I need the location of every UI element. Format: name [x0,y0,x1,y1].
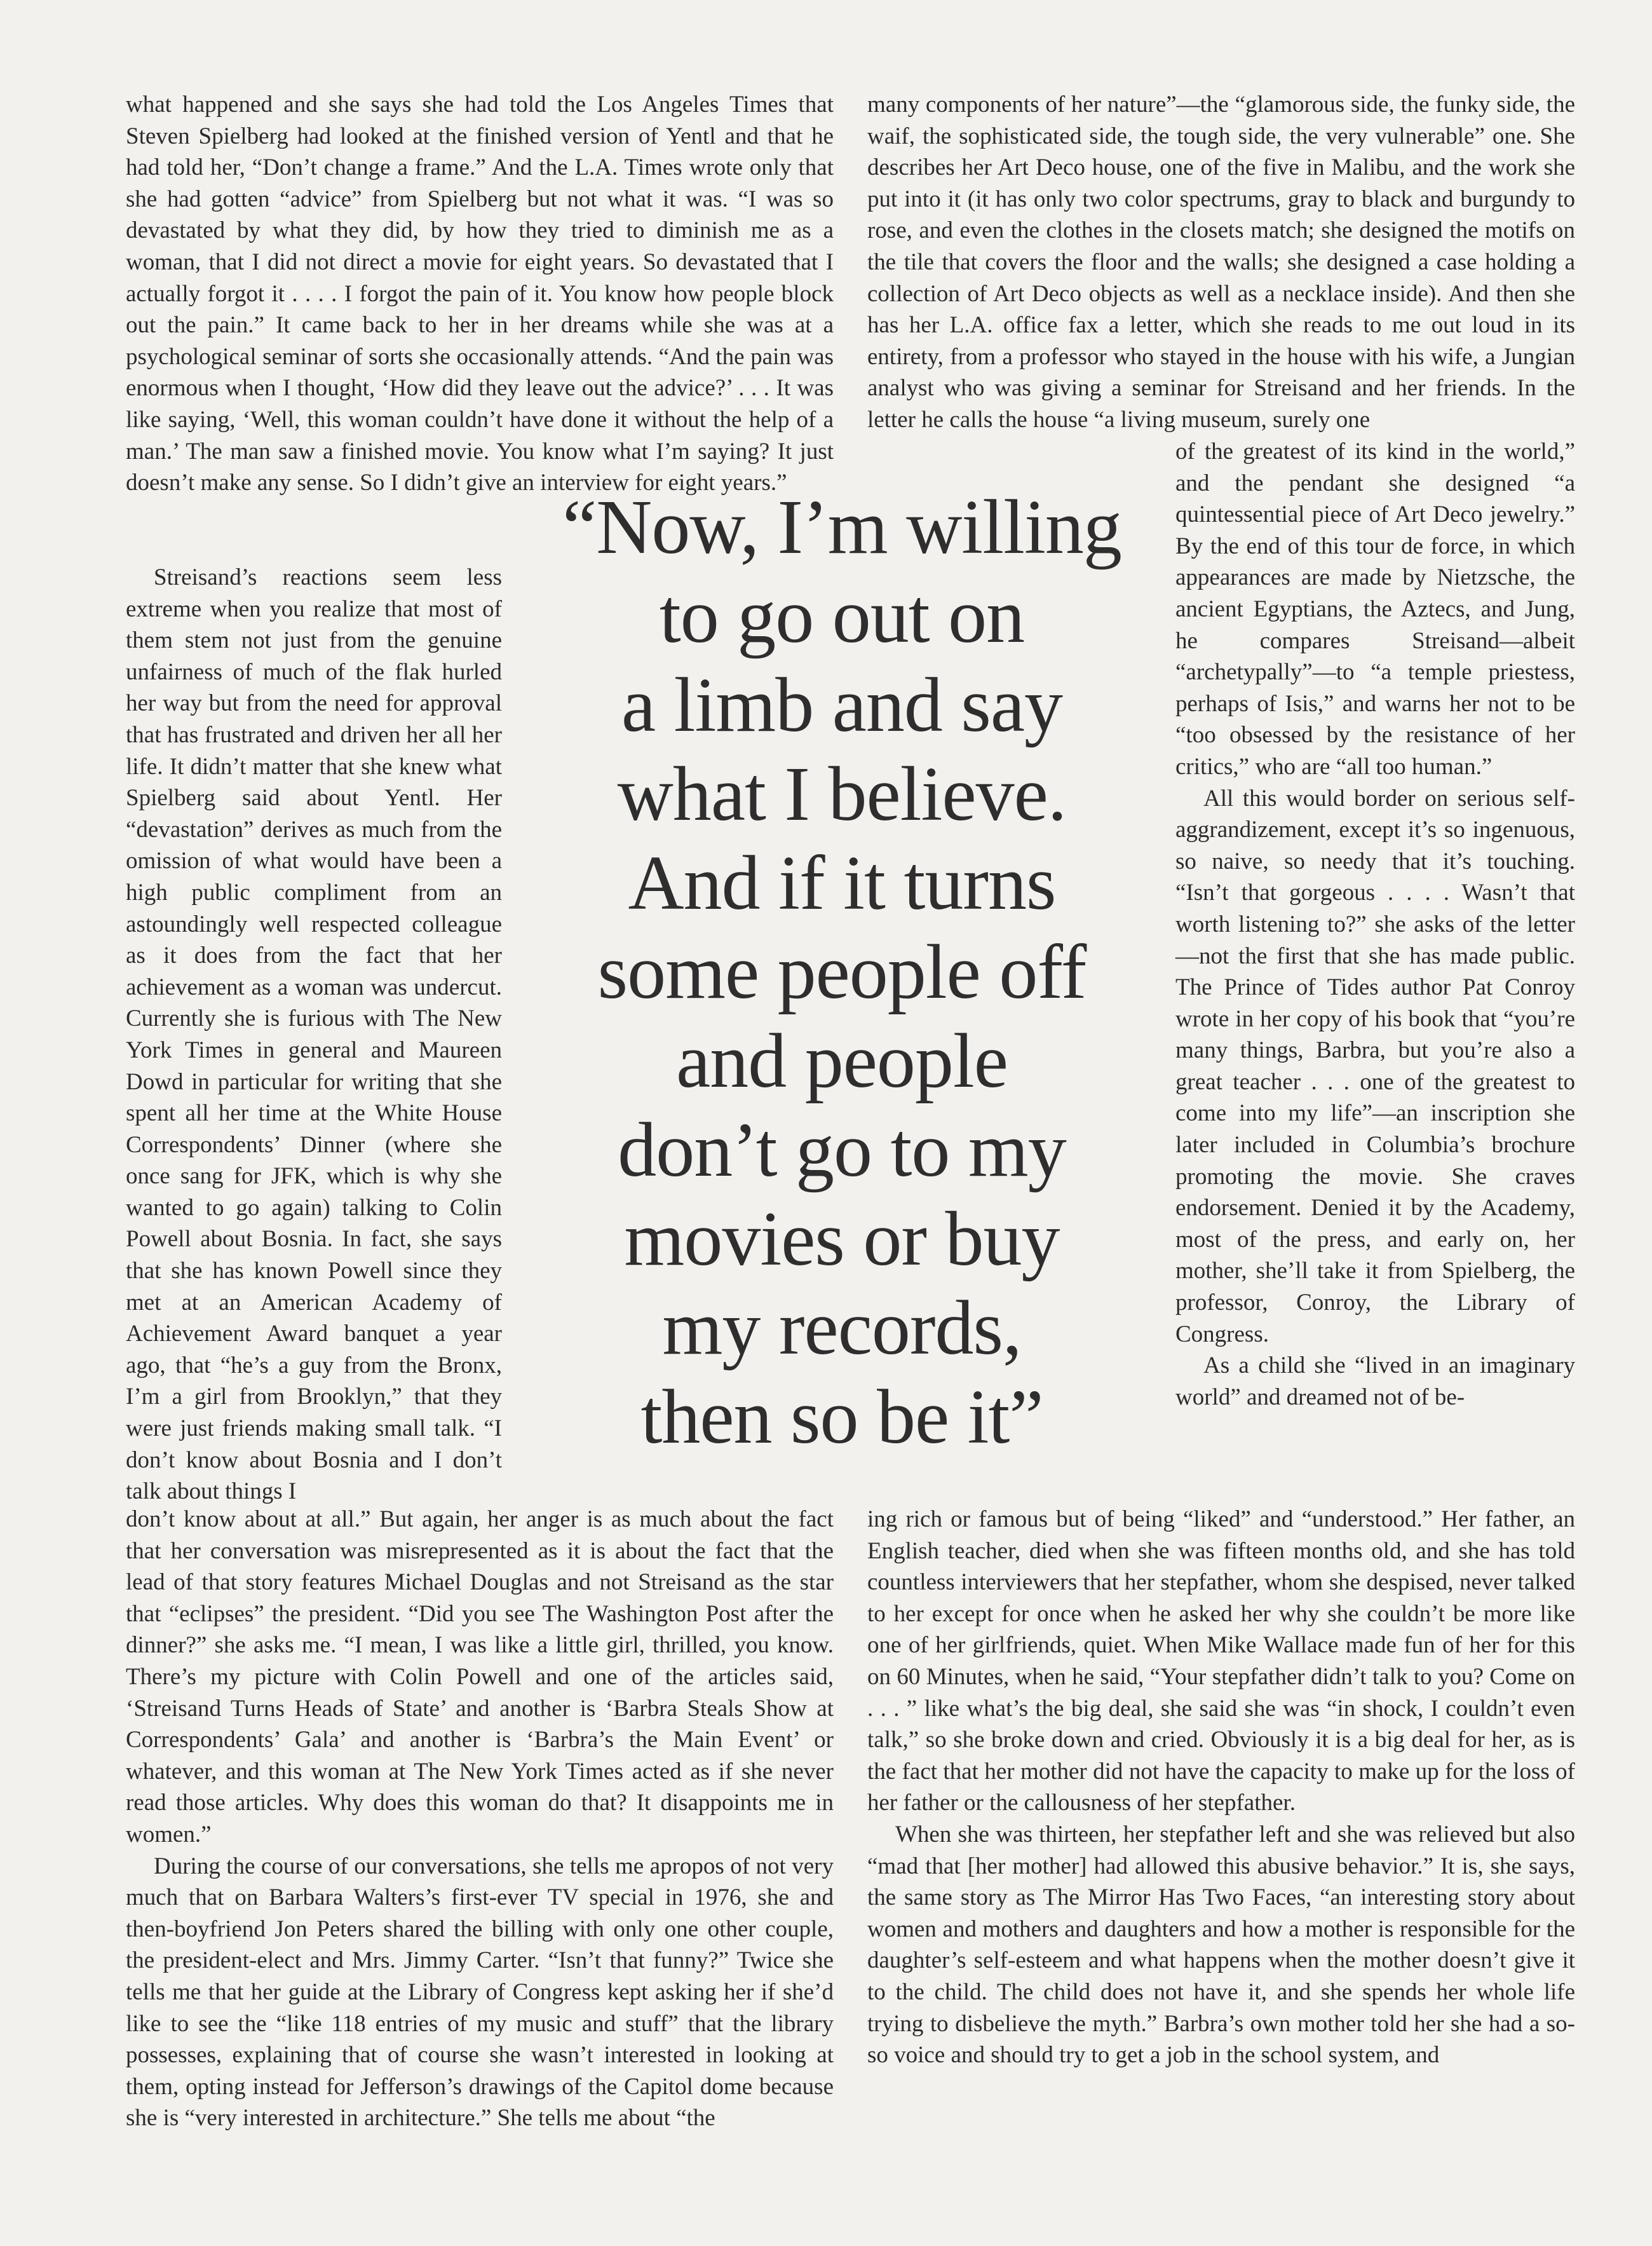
right-column-top [867,89,1575,436]
paragraph-right-narrow-1: All this would border on serious self-aggrandizement, except it’s so ingenuous, so naive, so needy that it’s touching. “Isn’t that gorgeous . . . . Wasn’t that worth listening to?” she asks of the letter—not the first that she has made public. The Prince of Tides author Pat Conroy wrote in her copy of his book that “you’re many things, Barbra, but you’re also a great teacher . . . one of the greatest to come into my life”—an inscription she later included in Columbia’s brochure promoting the movie. She craves endorsement. Denied it by the Academy, most of the press, and early on, her mother, she’ll take it from Spielberg, the professor, Conroy, the Library of Congress. [1175,785,1575,1347]
pull-quote-line: movies or buy [624,1196,1060,1282]
left-column-narrow [126,562,502,1508]
pull-quote-line: some people off [597,929,1087,1015]
paragraph-right-narrow-cont: of the greatest of its kind in the world,” and the pendant she designed “a quintessential piece of Art Deco jewelry.” By the end of this tour de force, in which appearances are made by Nietzsche, the ancient Egyptians, the Aztecs, and Jung, he compares Streisand—albeit “archetypally”—to “a temple priestess, perhaps of Isis,” and warns her not to be “too obsessed by the resistance of her critics,” who are “all too human.” [1175,439,1575,780]
paragraph-left-top: what happened and she says she had told the Los Angeles Times that Steven Spielberg had looked at the finished version of Yentl and that he had told her, “Don’t change a frame.” And the L.A. Times wrote only that she had gotten “advice” from Spielberg but not what it was. “I was so devastated by what they did, by how they tried to diminish me as a woman, that I did not direct a movie for eight years. So devastated that I actually forgot it . . . . I forgot the pain of it. You know how people block out the pain.” It came back to her in her dreams while she was at a psychological seminar of sorts she occasionally attends. “And the pain was enormous when I thought, ‘How did they leave out the advice?’ . . . It was like saying, ‘Well, this woman couldn’t have done it without the help of a man.’ The man saw a finished movie. You know what I’m saying? It just doesn’t make any sense. So I didn’t give an interview for eight years.” [126,92,834,496]
right-column-bottom [867,1504,1575,2071]
paragraph-left-narrow: Streisand’s reactions seem less extreme when you realize that most of them stem not just from the genuine unfairness of much of the flak hurled her way but from the need for approval that has frustrated and driven her all her life. It didn’t matter that she knew what Spielberg said about Yentl. Her “devastation” derives as much from the omission of what would have been a high public compliment from an astoundingly well respected colleague as it does from the fact that her achievement as a woman was undercut. Currently she is furious with The New York Times in general and Maureen Dowd in particular for writing that she spent all her time at the White House Correspondents’ Dinner (where she once sang for JFK, which is why she wanted to go again) talking to Colin Powell about Bosnia. In fact, she says that she has known Powell since they met at an American Academy of Achievement Award banquet a year ago, that “he’s a guy from the Bronx, I’m a girl from Brooklyn,” that they were just friends making small talk. “I don’t know about Bosnia and I don’t talk about things I [126,564,502,1505]
pull-quote-line: “Now, I’m willing [562,484,1121,570]
paragraph-left-bottom: During the course of our conversations, she tells me apropos of not very much that on Barbara Walters’s first-ever TV special in 1976, she and then-boyfriend Jon Peters shared the billing with only one other couple, the president-elect and Mrs. Jimmy Carter. “Isn’t that funny?” Twice she tells me that her guide at the Library of Congress kept asking her if she’d like to see the “like 118 entries of my music and stuff” that the library possesses, explaining that of course she wasn’t interested in looking at them, opting instead for Jefferson’s drawings of the Capitol dome because she is “very interested in architecture.” She tells me about “the [126,1853,834,2132]
left-column-bottom [126,1504,834,2134]
right-column-narrow [1175,436,1575,1413]
pull-quote-line: my records, [662,1285,1022,1371]
pull-quote-line: then so be it” [640,1374,1043,1460]
pull-quote-line: don’t go to my [618,1107,1066,1193]
pull-quote-line: what I believe. [617,751,1067,837]
left-column-top [126,89,834,499]
paragraph-left-bottom-cont: don’t know about at all.” But again, her anger is as much about the fact that her conversation was misrepresented as it is about the fact that the lead of that story features Michael Douglas and not Streisand as the star that “eclipses” the president. “Did you see The Washington Post after the dinner?” she asks me. “I mean, I was like a little girl, thrilled, you know. There’s my picture with Colin Powell and one of the articles said, ‘Streisand Turns Heads of State’ and another is ‘Barbra Steals Show at Correspondents’ Gala’ and another is ‘Barbra’s the Main Event’ or whatever, and this woman at The New York Times acted as if she never read those articles. Why does this woman do that? It disappoints me in women.” [126,1506,834,1848]
paragraph-right-bottom-cont: ing rich or famous but of being “liked” and “understood.” Her father, an English teacher, died when she was fifteen months old, and she has told countless interviewers that her stepfather, whom she despised, never talked to her except for once when he asked her why she couldn’t be more like one of her girlfriends, quiet. When Mike Wallace made fun of her for this on 60 Minutes, when he said, “Your stepfather didn’t talk to you? Come on . . . ” like what’s the big deal, she said she was “in shock, I couldn’t even talk,” so she broke down and cried. Obviously it is a big deal for her, as is the fact that her mother did not have the capacity to make up for the loss of her father or the callousness of her stepfather. [867,1506,1575,1816]
paragraph-right-bottom: When she was thirteen, her stepfather left and she was relieved but also “mad that [her mother] had allowed this abusive behavior.” It is, she says, the same story as The Mirror Has Two Faces, “an interesting story about women and mothers and daughters and how a mother is responsible for the daughter’s self-esteem and what happens when the mother doesn’t give it to the child. The child does not have it, and she spends her whole life trying to disbelieve the myth.” Barbra’s own mother told her she had a so-so voice and should try to get a job in the school system, and [867,1821,1575,2069]
pull-quote-line: And if it turns [628,840,1056,926]
pull-quote [537,483,1147,1462]
paragraph-right-top: many components of her nature”—the “glamorous side, the funky side, the waif, the sophisticated side, the tough side, the very vulnerable” one. She describes her Art Deco house, one of the five in Malibu, and the work she put into it (it has only two color spectrums, gray to black and burgundy to rose, and even the clothes in the closets match; she designed the motifs on the tile that covers the floor and the walls; she designed a case holding a collection of Art Deco objects as well as a necklace inside). And then she has her L.A. office fax a letter, which she reads to me out loud in its entirety, from a professor who stayed in the house with his wife, a Jungian analyst who was giving a seminar for Streisand and her friends. In the letter he calls the house “a living museum, surely one [867,92,1575,433]
paragraph-right-narrow-2: As a child she “lived in an imaginary world” and dreamed not of be- [1175,1352,1575,1410]
pull-quote-line: and people [676,1018,1008,1104]
pull-quote-line: to go out on [659,573,1025,659]
pull-quote-line: a limb and say [621,662,1063,748]
